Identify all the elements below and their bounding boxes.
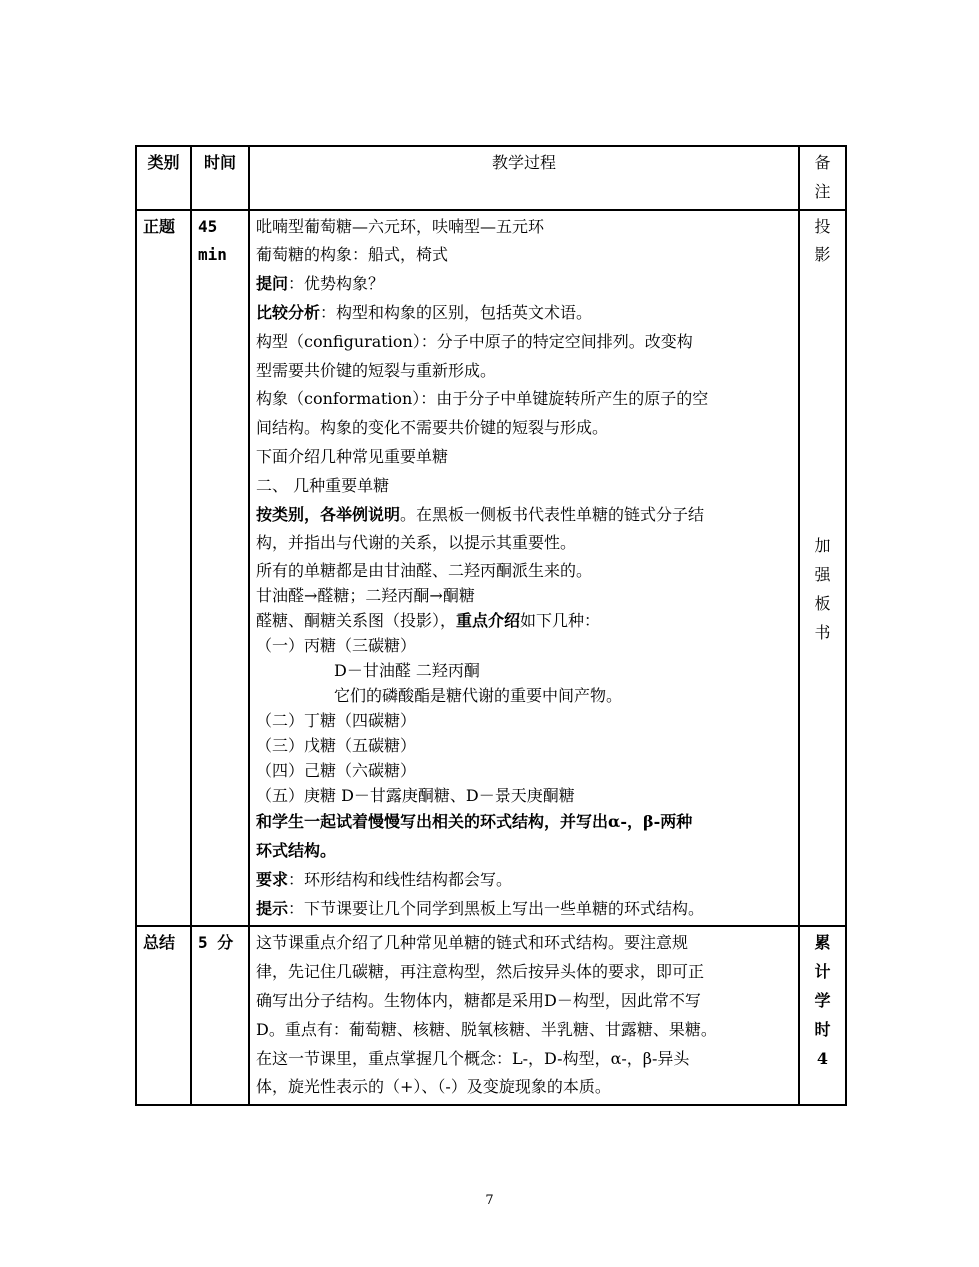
bold-term: 重点介绍	[456, 611, 521, 631]
content-line	[256, 808, 792, 837]
header-note-char-1: 备	[814, 153, 831, 172]
note-char: 书	[814, 622, 831, 642]
content-line: （二）丁糖（四碳糖）	[256, 711, 417, 731]
content-line: 间结构。构象的变化不需要共价键的短裂与形成。	[256, 418, 609, 438]
main-time-unit: min	[198, 245, 227, 265]
bold-term: 要求	[256, 869, 289, 889]
note-char: 学	[814, 990, 831, 1010]
summary-row	[136, 926, 846, 1105]
main-row	[136, 210, 846, 927]
header-time: 时间	[191, 146, 249, 210]
summary-line: 体，旋光性表示的（+）、（-）及变旋现象的本质。	[256, 1077, 611, 1097]
summary-content	[249, 926, 799, 1105]
line-text: 。在黑板一侧板书代表性单糖的链式分子结	[400, 504, 705, 524]
content-line: 构，并指出与代谢的关系，以提示其重要性。	[256, 533, 577, 553]
content-line: 构型（configuration）：分子中原子的特定空间排列。改变构	[256, 331, 693, 351]
content-line	[256, 895, 792, 924]
bold-term: 提示	[256, 898, 289, 918]
note-char: 4	[816, 1048, 829, 1068]
content-line	[256, 837, 792, 866]
content-line: 葡萄糖的构象：船式，椅式	[256, 245, 449, 265]
content-line	[256, 501, 792, 530]
content-line: （五）庚糖 D－甘露庚酮糖、D－景天庚酮糖	[256, 786, 575, 806]
header-process: 教学过程	[249, 146, 799, 210]
content-line	[256, 299, 792, 328]
bold-term: 环式结构。	[256, 840, 337, 860]
summary-category: 总结	[136, 926, 191, 1105]
main-time	[191, 210, 249, 927]
line-text: ：优势构象？	[288, 274, 385, 294]
content-line: 型需要共价键的短裂与重新形成。	[256, 360, 497, 380]
content-line: 所有的单糖都是由甘油醛、二羟丙酮派生来的。	[256, 561, 593, 581]
content-line	[256, 608, 792, 633]
line-text: 醛糖、酮糖关系图（投影），	[256, 611, 457, 631]
content-line: D－甘油醛 二羟丙酮	[334, 661, 480, 681]
note-char: 板	[814, 593, 831, 613]
content-line: 它们的磷酸酯是糖代谢的重要中间产物。	[334, 686, 623, 706]
header-note	[799, 146, 846, 210]
note-char: 累	[814, 933, 831, 953]
line-text: ：环形结构和线性结构都会写。	[288, 869, 513, 889]
bold-term: 提问	[256, 274, 289, 294]
summary-line: D。重点有：葡萄糖、核糖、脱氧核糖、半乳糖、甘露糖、果糖。	[256, 1019, 717, 1039]
header-note-char-2: 注	[814, 181, 831, 201]
bold-term: 比较分析	[256, 302, 321, 322]
page-number: 7	[485, 1193, 494, 1208]
content-line: （一）丙糖（三碳糖）	[256, 636, 417, 656]
header-category: 类别	[136, 146, 191, 210]
summary-line: 这节课重点介绍了几种常见单糖的链式和环式结构。要注意规	[256, 933, 689, 953]
content-line: （四）己糖（六碳糖）	[256, 761, 417, 781]
content-line: 甘油醛→醛糖；二羟丙酮→酮糖	[256, 586, 475, 606]
bold-term: 和学生一起试着慢慢写出相关的环式结构，并写出α-，β-两种	[256, 812, 693, 832]
note-gap	[806, 270, 839, 532]
content-line: 构象（conformation）：由于分子中单键旋转所产生的原子的空	[256, 389, 709, 409]
main-content	[249, 210, 799, 927]
content-line: （三）戊糖（五碳糖）	[256, 736, 417, 756]
main-category: 正题	[136, 210, 191, 927]
summary-time: 5 分	[191, 926, 249, 1105]
note-char: 强	[814, 564, 831, 584]
line-text: ：下节课要让几个同学到黑板上写出一些单糖的环式结构。	[288, 898, 705, 918]
note-char: 影	[814, 245, 831, 265]
line-text: 如下几种：	[520, 611, 601, 631]
bold-term: 按类别，各举例说明	[256, 504, 401, 524]
header-row	[136, 146, 846, 210]
summary-line: 确写出分子结构。生物体内，糖都是采用D－构型，因此常不写	[256, 990, 701, 1010]
note-char: 时	[814, 1019, 831, 1039]
line-text: ：构型和构象的区别，包括英文术语。	[320, 302, 593, 322]
content-line: 吡喃型葡萄糖—六元环，呋喃型—五元环	[256, 216, 545, 236]
note-char: 计	[814, 962, 831, 982]
note-char: 投	[814, 216, 831, 236]
summary-line: 律，先记住几碳糖，再注意构型，然后按异头体的要求，即可正	[256, 962, 705, 982]
content-line: 二、 几种重要单糖	[256, 475, 390, 495]
summary-line: 在这一节课里，重点掌握几个概念：L-，D-构型，α-，β-异头	[256, 1048, 690, 1068]
main-note	[799, 210, 846, 927]
main-time-value: 45	[198, 216, 218, 236]
content-line: 下面介绍几种常见重要单糖	[256, 446, 449, 466]
content-line	[256, 270, 792, 299]
summary-note	[799, 926, 846, 1105]
lesson-plan-table	[135, 145, 847, 1106]
note-char: 加	[814, 536, 831, 556]
content-line	[256, 866, 792, 895]
